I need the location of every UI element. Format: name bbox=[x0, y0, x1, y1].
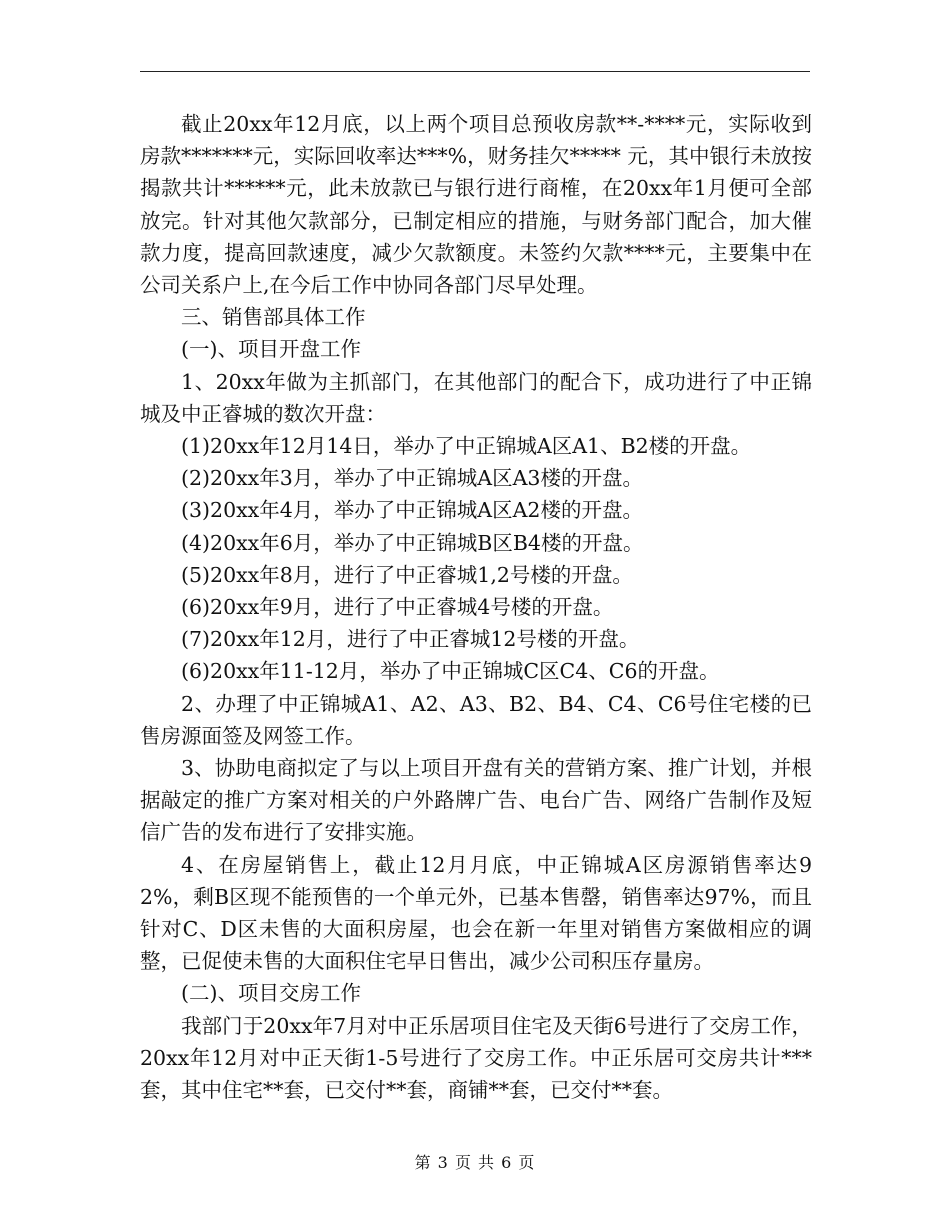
document-body bbox=[140, 108, 812, 1106]
paragraph-sales-rate: 4、在房屋销售上，截止12月月底，中正锦城A区房源销售率达92%，剩B区现不能预售的一个单元外，已基本售罄，销售率达97%，而且针对C、D区未售的大面积房屋，也会在新一年里对销售方案做相应的调整，已促使未售的大面积住宅早日售出，减少公司积压存量房。 bbox=[140, 852, 812, 974]
list-item-opening-6: (6)20xx年9月，进行了中正睿城4号楼的开盘。 bbox=[181, 595, 614, 620]
list-item-opening-1: (1)20xx年12月14日，举办了中正锦城A区A1、B2楼的开盘。 bbox=[181, 434, 752, 459]
list-item-opening-7: (7)20xx年12月，进行了中正睿城12号楼的开盘。 bbox=[181, 627, 640, 652]
paragraph-opening-intro: 1、20xx年做为主抓部门，在其他部门的配合下，成功进行了中正锦城及中正睿城的数次开盘： bbox=[140, 369, 812, 426]
paragraph-signing: 2、办理了中正锦城A1、A2、A3、B2、B4、C4、C6号住宅楼的已售房源面签及网签工作。 bbox=[140, 691, 812, 748]
paragraph-receivables: 截止20xx年12月底，以上两个项目总预收房款**-****元，实际收到房款*******元，实际回收率达***%，财务挂欠***** 元，其中银行未放按揭款共计******元，此未放款已与银行进行商榷，在20xx年1月便可全部放完。针对其他欠款部分，已制定相应的措施，与财务部门配合，加大催款力度，提高回款速度，减少欠款额度。未签约欠款****元，主要集中在公司关系户上,在今后工作中协同各部门尽早处理。 bbox=[140, 112, 812, 298]
list-item-opening-5: (5)20xx年8月，进行了中正睿城1,2号楼的开盘。 bbox=[181, 562, 633, 587]
list-item-opening-8: (6)20xx年11-12月，举办了中正锦城C区C4、C6的开盘。 bbox=[181, 659, 720, 684]
list-item-opening-2: (2)20xx年3月，举办了中正锦城A区A3楼的开盘。 bbox=[181, 466, 643, 491]
subsection-heading-delivery: (二)、项目交房工作 bbox=[181, 981, 361, 1006]
paragraph-marketing: 3、协助电商拟定了与以上项目开盘有关的营销方案、推广计划，并根据敲定的推广方案对相关的户外路牌广告、电台广告、网络广告制作及短信广告的发布进行了安排实施。 bbox=[140, 756, 812, 845]
list-item-opening-4: (4)20xx年6月，举办了中正锦城B区B4楼的开盘。 bbox=[181, 530, 644, 555]
list-item-opening-3: (3)20xx年4月，举办了中正锦城A区A2楼的开盘。 bbox=[181, 498, 643, 523]
section-heading-sales-work: 三、销售部具体工作 bbox=[181, 305, 366, 330]
paragraph-delivery: 我部门于20xx年7月对中正乐居项目住宅及天街6号进行了交房工作，20xx年12月对中正天街1-5号进行了交房工作。中正乐居可交房共计***套，其中住宅**套，已交付**套，商铺**套，已交付**套。 bbox=[140, 1013, 812, 1103]
header-rule bbox=[140, 71, 810, 72]
page-footer: 第 3 页 共 6 页 bbox=[414, 1153, 536, 1172]
subsection-heading-opening: (一)、项目开盘工作 bbox=[181, 337, 361, 362]
